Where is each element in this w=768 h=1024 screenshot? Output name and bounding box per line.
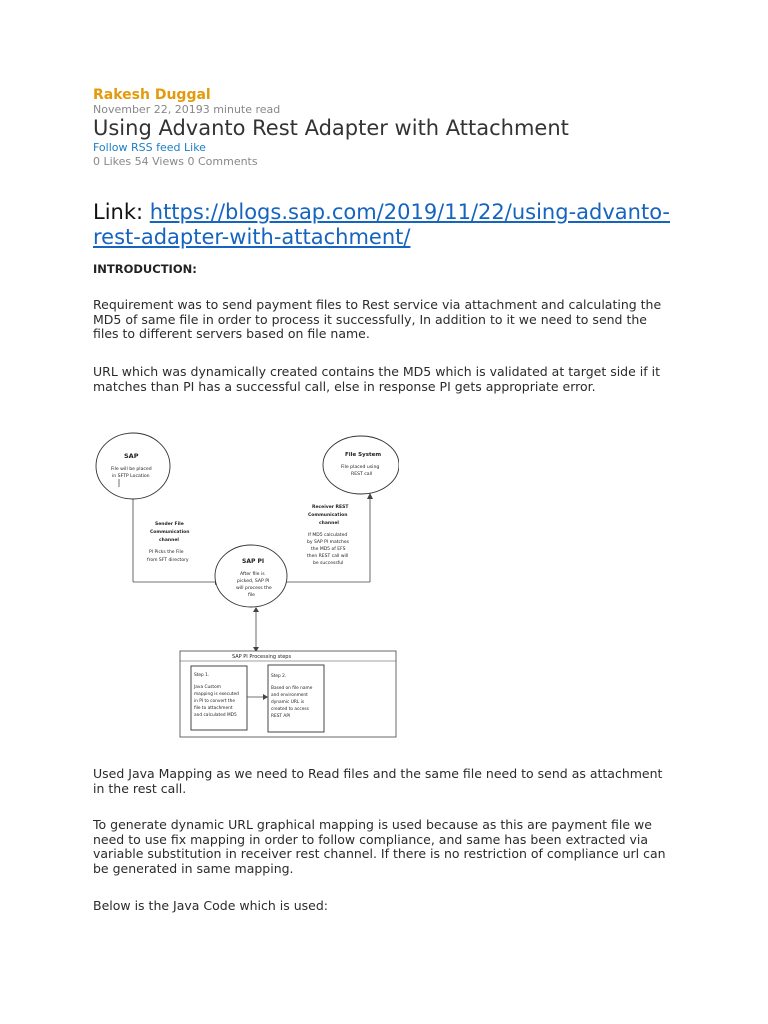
step-1-text: Java Custom: [194, 685, 221, 690]
sap-node-text: in SFTP Location: [112, 474, 150, 479]
receiver-channel-text: by SAP PI matches: [307, 540, 349, 545]
step-2-text: Based on file name: [271, 686, 313, 691]
receiver-channel-text: the MD5 of EFS: [311, 547, 346, 552]
step-1-text: mapping is executed: [194, 692, 239, 697]
step-1-text: and calculated MD5: [194, 713, 237, 718]
paragraph-requirement: Requirement was to send payment files to Rest service via attachment and calculating the MD5 of same file in order to process it successfully, In addition to it we need to send the files to different servers based on file name.: [93, 297, 662, 341]
follow-bar: [93, 141, 206, 154]
paragraph-dynamic-url: To generate dynamic URL graphical mapping is used because as this are payment file we need to use fix mapping in order to follow compliance, and same has been extracted via variable substitution in receiver rest channel. If there is no restriction of compliance url can be generated in same mapping.: [93, 817, 666, 876]
link-prefix: Link:: [93, 200, 150, 224]
sender-channel-label: channel: [159, 538, 179, 543]
sender-channel-label: Communication: [150, 530, 190, 535]
source-link-line: [93, 200, 693, 250]
receiver-channel-text: then REST call will: [307, 554, 349, 559]
architecture-diagram: [93, 432, 399, 744]
sender-channel-label: Sender File: [155, 522, 184, 527]
follow-link[interactable]: Follow: [93, 141, 128, 154]
step-2-text: REST API: [271, 714, 291, 719]
like-link[interactable]: Like: [184, 141, 206, 154]
source-link[interactable]: https://blogs.sap.com/2019/11/22/using-advanto-rest-adapter-with-attachment/: [93, 200, 671, 249]
author-name[interactable]: Rakesh Duggal: [93, 87, 211, 103]
sap-pi-text: will process the: [236, 586, 272, 591]
sender-channel-text: PI Picks the File: [149, 550, 184, 555]
sap-pi-text: file: [248, 593, 255, 598]
receiver-channel-label: Communication: [308, 513, 348, 518]
sap-node: [96, 433, 170, 499]
step-1-text: in PI to convert the: [194, 699, 235, 704]
receiver-channel-text: If MD5 calculated: [308, 533, 348, 538]
processing-steps-title: SAP PI Processing steps: [232, 654, 292, 660]
sap-pi-text: picked, SAP PI: [237, 579, 270, 584]
sap-pi-text: After file is: [240, 572, 265, 577]
step-2-text: dynamic URL is: [271, 700, 305, 705]
receiver-channel-label: channel: [319, 521, 339, 526]
paragraph-java-mapping: Used Java Mapping as we need to Read files and the same file need to send as attachment in the rest call.: [93, 766, 663, 796]
rss-feed-link[interactable]: RSS feed: [131, 141, 181, 154]
step-2-text: created to access: [271, 707, 309, 712]
post-stats: 0 Likes 54 Views 0 Comments: [93, 155, 258, 168]
file-system-text: File placed using: [341, 465, 380, 470]
step-1-text: file to attachment: [194, 706, 233, 711]
file-system-text: REST call: [351, 472, 373, 477]
sender-channel-text: from SFT directory: [147, 558, 189, 563]
paragraph-url: URL which was dynamically created contains the MD5 which is validated at target side if it matches than PI has a successful call, else in response PI gets appropriate error.: [93, 364, 660, 394]
page-title: Using Advanto Rest Adapter with Attachment: [93, 116, 569, 140]
sap-node-text: File will be placed: [111, 467, 152, 472]
receiver-channel-label: Receiver REST: [312, 505, 349, 510]
post-date-readtime: November 22, 20193 minute read: [93, 103, 281, 116]
step-1-title: Step 1.: [194, 673, 210, 678]
step-2-text: and environment: [271, 693, 308, 698]
paragraph-java-code: Below is the Java Code which is used:: [93, 898, 328, 913]
intro-heading: INTRODUCTION:: [93, 262, 197, 276]
step-2-title: Step 2.: [271, 674, 287, 679]
sap-node-title: SAP: [124, 452, 139, 460]
receiver-channel-text: be successful: [313, 561, 344, 566]
sap-pi-title: SAP PI: [242, 558, 265, 565]
file-system-title: File System: [345, 452, 382, 458]
